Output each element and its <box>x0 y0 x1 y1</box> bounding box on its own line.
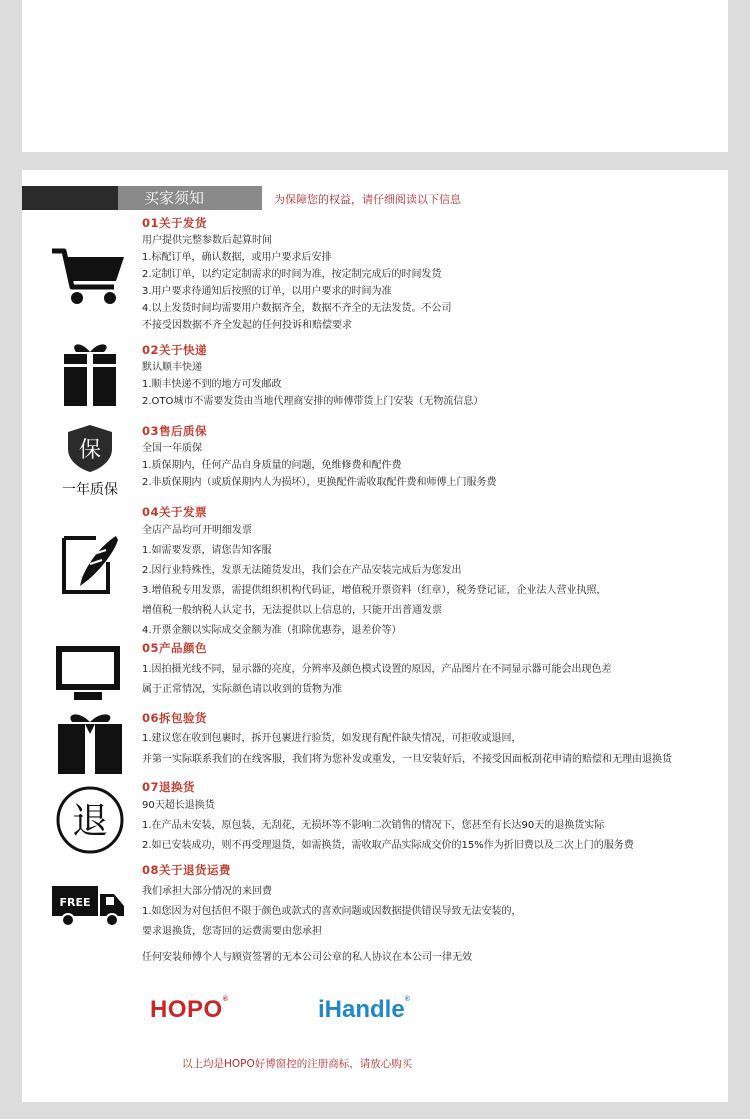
ihandle-logo-text: iHandle <box>318 996 405 1023</box>
section-line: 并第一实际联系我们的在线客服，我们将为您补发或重发，一旦安装好后，不接受因面板刮花申请的赔偿和无理由退换货 <box>142 754 672 765</box>
monitor-icon <box>50 644 130 704</box>
section-line: 1.因拍摄光线不同，显示器的亮度，分辨率及颜色模式设置的原因，产品图片在不同显示器可能会出现色差 <box>142 664 612 675</box>
notice-header <box>22 186 728 210</box>
section-line: 2.因行业特殊性，发票无法随货发出，我们会在产品安装完成后为您发出 <box>142 565 462 576</box>
section-line: 用户提供完整参数后起算时间 <box>142 235 272 246</box>
section-line: 我们承担大部分情况的来回费 <box>142 886 272 897</box>
warranty-icon-char: 保 <box>78 438 102 463</box>
section-line: 全店产品均可开明细发票 <box>142 525 252 536</box>
section-title: 06拆包验货 <box>142 711 208 725</box>
section-title: 01关于发货 <box>142 216 208 230</box>
section-line: 2.如已安装成功，则不再受理退货，如需换货，需收取产品实际成交价的15%作为折旧费以及二次上门的服务费 <box>142 840 634 851</box>
section-line: 4.开票金额以实际成交金额为准（扣除优惠券，退差价等） <box>142 625 402 636</box>
section-line: 不接受因数据不齐全发起的任何投诉和赔偿要求 <box>142 320 352 331</box>
section-line: 1.如需要发票，请您告知客服 <box>142 545 272 556</box>
section-body <box>142 728 720 770</box>
return-icon-char: 退 <box>71 801 109 842</box>
free-truck-icon <box>50 882 130 928</box>
section-line: 1.如您因为对包括但不限于颜色或款式的喜欢问题或因数据提供错误导致无法安装的， <box>142 906 522 917</box>
section-body <box>142 660 720 700</box>
trademark-note: 以上均是HOPO好博窗控的注册商标，请放心购买 <box>182 1058 413 1070</box>
section-body <box>142 796 720 856</box>
section-line: 1.建议您在收到包裹时，拆开包裹进行验货，如发现有配件缺失情况，可拒收或退回， <box>142 733 522 744</box>
section-body <box>142 232 720 334</box>
warranty-caption: 一年质保 <box>62 482 118 498</box>
section-title: 08关于退货运费 <box>142 863 232 877</box>
section-body <box>142 882 720 942</box>
buyer-notice-panel <box>22 170 728 1102</box>
return-circle-icon <box>50 785 130 855</box>
header-dark-bar <box>22 186 118 210</box>
section-line: 默认顺丰快递 <box>142 362 202 373</box>
gift-box-icon <box>50 338 130 410</box>
section-title: 04关于发票 <box>142 505 208 519</box>
section-line: 要求退换货，您寄回的运费需要由您承担 <box>142 926 322 937</box>
section-line: 1.顺丰快递不到的地方可发邮政 <box>142 379 282 390</box>
package-ribbon-icon <box>50 710 130 776</box>
section-line: 2.OTO城市不需要发货由当地代理商安排的师傅带货上门安装（无物流信息） <box>142 396 484 407</box>
section-line: 属于正常情况，实际颜色请以收到的货物为准 <box>142 684 342 695</box>
hopo-logo-text: HOPO <box>150 996 223 1023</box>
section-line: 1.质保期内，任何产品自身质量的问题，免维修费和配件费 <box>142 460 402 471</box>
section-line: 90天超长退换货 <box>142 800 215 811</box>
ihandle-logo <box>318 996 410 1024</box>
section-title: 03售后质保 <box>142 424 208 438</box>
pen-paper-icon <box>50 532 130 598</box>
section-line: 全国一年质保 <box>142 443 202 454</box>
free-label: FREE <box>59 896 91 909</box>
header-note: 为保障您的权益，请仔细阅读以下信息 <box>274 193 461 206</box>
section-line: 2.非质保期内（或质保期内人为损坏），更换配件需收取配件费和师傅上门服务费 <box>142 477 497 488</box>
top-blank-panel <box>22 0 728 152</box>
hopo-reg-mark: ® <box>222 996 229 1003</box>
disclaimer: 任何安装师傅个人与顾资签署的无本公司公章的私人协议在本公司一律无效 <box>142 952 472 963</box>
ihandle-reg-mark: ® <box>404 996 410 1003</box>
section-title: 05产品颜色 <box>142 641 208 655</box>
hopo-logo <box>150 996 228 1024</box>
section-line: 1.在产品未安装，原包装，无刮花，无损坏等不影响二次销售的情况下，您甚至有长达90天的退换货实际 <box>142 820 605 831</box>
section-line: 3.用户要求待通知后按照的订单，以用户要求的时间为准 <box>142 286 392 297</box>
section-body <box>142 521 720 641</box>
section-line: 增值税一般纳税人认定书，无法提供以上信息的，只能开出普通发票 <box>142 605 442 616</box>
shopping-cart-icon <box>50 243 130 313</box>
section-title: 07退换货 <box>142 780 196 794</box>
section-line: 2.定制订单，以约定定制需求的时间为准，按定制完成后的时间发货 <box>142 269 442 280</box>
section-body <box>142 359 720 410</box>
section-line: 4.以上发货时间均需要用户数据齐全，数据不齐全的无法发货。不公司 <box>142 303 452 314</box>
warranty-shield-icon <box>50 423 130 499</box>
section-line: 3.增值税专用发票，需提供组织机构代码证，增值税开票资料（红章），税务登记证，企业法人营业执照， <box>142 585 607 596</box>
section-line: 1.标配订单，确认数据，或用户要求后安排 <box>142 252 332 263</box>
header-title: 买家须知 <box>118 186 262 210</box>
section-body <box>142 440 720 491</box>
section-title: 02关于快递 <box>142 343 208 357</box>
